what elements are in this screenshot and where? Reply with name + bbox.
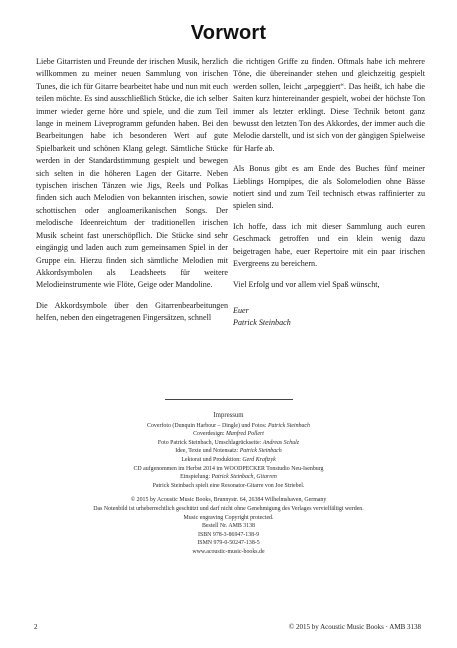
imprint-label: Lektorat und Produktion: — [181, 456, 241, 463]
imprint-urheber: Das Notenbild ist urheberrechtlich geschützt und darf nicht ohne Genehmigung des Verlages vervielfältigt werden. — [93, 505, 364, 512]
page-number: 2 — [34, 623, 38, 631]
imprint-label: Coverfoto (Dunquin Harbour – Dingle) und Fotos: — [147, 422, 267, 429]
signature-name: Patrick Steinbach — [233, 317, 291, 327]
imprint-website[interactable]: www.acoustic-music-books.de — [192, 548, 265, 555]
imprint-label: Coverdesign: — [193, 431, 225, 438]
imprint-name: Andreas Schulz — [262, 439, 300, 446]
imprint-isbn: ISBN 978-3-86947-138-9 — [197, 531, 260, 538]
imprint-label: Idee, Texte und Notensatz: — [175, 448, 239, 455]
imprint-name: Manfred Pollert — [226, 431, 264, 438]
paragraph: Viel Erfolg und vor allem viel Spaß wünscht, — [233, 279, 380, 289]
left-column — [36, 56, 228, 325]
right-column — [233, 56, 425, 329]
imprint-ismn: ISMN 979-0-50247-138-5 — [197, 540, 260, 547]
imprint-line-lektorat — [40, 456, 417, 465]
imprint-heading: Impressum — [213, 412, 244, 419]
footer-copyright: © 2015 by Acoustic Music Books · AMB 3138 — [288, 623, 421, 631]
imprint-order-number: Bestell Nr. AMB 3138 — [201, 523, 256, 530]
paragraph: Die Akkordsymbole über den Gitarrenbearbeitungen helfen, neben den eingetragenen Fingersätzen, schnell — [36, 300, 228, 323]
imprint — [40, 412, 417, 557]
imprint-copyright-music: Music engraving Copyright protected. — [183, 514, 274, 521]
imprint-line-coverdesign — [40, 430, 417, 439]
imprint-line-coverfoto — [40, 422, 417, 431]
imprint-line-einspielung — [40, 473, 417, 482]
imprint-name: Patrick Steinbach — [239, 448, 282, 455]
imprint-name: Gerd Kraftzyk — [242, 456, 276, 463]
imprint-label: Einspielung: — [180, 474, 210, 481]
page-title: Vorwort — [190, 22, 267, 44]
imprint-name: Patrick Steinbach — [267, 422, 310, 429]
signature-greeting: Euer — [233, 305, 249, 315]
imprint-line-idee — [40, 447, 417, 456]
paragraph: Ich hoffe, dass ich mit dieser Sammlung auch euren Geschmack getroffen und ein klein wenig dazu beigetragen habe, euer Repertoire mit ein paar irischen Evergreens zu bereichern. — [233, 221, 425, 269]
imprint-line-resonator: Patrick Steinbach spielt eine Resonator-Gitarre von Joe Striebel. — [152, 482, 305, 489]
paragraph: Liebe Gitarristen und Freunde der irischen Musik, herzlich willkommen zu meiner neuen Sammlung von irischen Tunes, die ich für Gitarre bearbeitet habe und nun mit euch teilen möchte. Es sind ausschließlich Stücke, die ich selber immer wieder gerne höre und spiele, und die zum Teil lange in meinem Liveprogramm gefunden haben. Bei den Bearbeitungen habe ich besonderen Wert auf gute Spielbarkeit und schönen Klang gelegt. Sämtliche Stücke werden in der Standardstimmung gespielt und bewegen sich selten in die höheren Lagen der Gitarre. Neben typischen irischen Tänzen wie Jigs, Reels und Polkas finden sich auch Melodien von bekannten irischen, sowie schottischen oder angloamerikanischen Songs. Der melodische Ideenreichtum der traditionellen irischen Musik scheint fast unerschöpflich. Die Stücke sind sehr eingängig und laden auch zum gemeinsamen Spiel in der Gruppe ein. Hierzu finden sich sämtliche Melodien mit Akkordsymbolen als Leadsheets für weitere Melodieinstrumente wie Flöte, Geige oder Mandoline. — [36, 57, 228, 290]
divider — [165, 399, 293, 400]
imprint-line-foto — [40, 439, 417, 448]
imprint-label: Foto Patrick Steinbach, Umschlagrückseite: — [157, 439, 262, 446]
imprint-name: Patrick Steinbach, Gitarren — [211, 474, 277, 481]
signature — [233, 305, 425, 329]
imprint-copyright: © 2015 by Acoustic Music Books, Brunnystr. 64, 26384 Wilhelmshaven, Germany — [130, 497, 327, 504]
imprint-line-cd: CD aufgenommen im Herbst 2014 im WOODPECKER Tonstudio Neu-Isenburg — [133, 465, 324, 472]
paragraph: die richtigen Griffe zu finden. Oftmals habe ich mehrere Töne, die übereinander stehen und gleichzeitig gespielt werden sollen, leicht „arpeggiert“. Das heißt, ich habe die Saiten kurz hintereinander gespielt, wobei der höchste Ton immer als letzter erklingt. Diese Technik betont ganz bewusst den letzten Ton des Akkordes, der immer auch die Melodie darstellt, und ist sich von der gängigen Spielweise für Harfe ab. — [233, 57, 425, 153]
paragraph: Als Bonus gibt es am Ende des Buches fünf meiner Lieblings Hornpipes, die als Solomelodien ohne Bässe notiert sind und zum Teil technisch etwas raffinierter zu spielen sind. — [233, 164, 425, 211]
